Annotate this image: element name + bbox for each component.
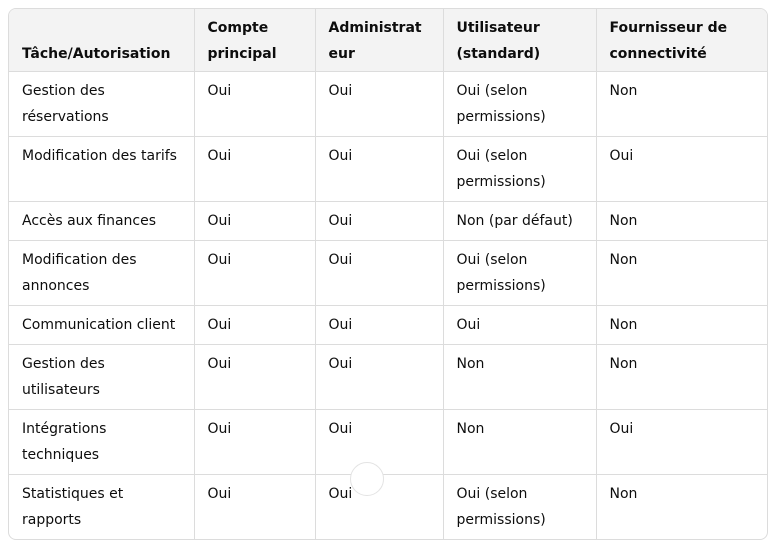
header-row (9, 9, 767, 72)
cell-administrator: Oui (315, 137, 443, 202)
header-task: Tâche/Autorisation (9, 9, 194, 72)
cell-administrator: Oui (315, 410, 443, 475)
cell-task: Gestion des réservations (9, 72, 194, 137)
table-header (9, 9, 767, 72)
cell-main-account: Oui (194, 202, 315, 241)
header-connectivity-provider: Fournisseur de connectivité (596, 9, 767, 72)
cell-standard-user: Oui (selon permissions) (443, 241, 596, 306)
cell-connectivity-provider: Non (596, 241, 767, 306)
cell-standard-user: Oui (selon permissions) (443, 72, 596, 137)
cell-main-account: Oui (194, 410, 315, 475)
cell-standard-user: Non (443, 410, 596, 475)
header-main-account: Compte principal (194, 9, 315, 72)
cell-standard-user: Oui (selon permissions) (443, 137, 596, 202)
table-row (9, 202, 767, 241)
cell-main-account: Oui (194, 72, 315, 137)
cell-task: Statistiques et rapports (9, 475, 194, 540)
cell-connectivity-provider: Oui (596, 137, 767, 202)
cell-standard-user: Non (par défaut) (443, 202, 596, 241)
table-row (9, 137, 767, 202)
cell-main-account: Oui (194, 306, 315, 345)
cell-standard-user: Oui (selon permissions) (443, 475, 596, 540)
cell-administrator: Oui (315, 72, 443, 137)
cell-connectivity-provider: Non (609, 486, 638, 502)
cell-standard-user: Oui (443, 306, 596, 345)
table-row (9, 475, 767, 540)
cell-task: Accès aux finances (9, 202, 194, 241)
cell-task: Intégrations techniques (9, 410, 194, 475)
cell-connectivity-provider: Non (596, 202, 767, 241)
cell-main-account: Oui (194, 241, 315, 306)
cell-standard-user: Non (443, 345, 596, 410)
cell-task: Communication client (9, 306, 194, 345)
cell-connectivity-provider: Oui (596, 410, 767, 475)
table-row (9, 345, 767, 410)
cell-task: Modification des tarifs (9, 137, 194, 202)
cell-main-account: Oui (194, 345, 315, 410)
scroll-down-button[interactable] (350, 462, 384, 496)
cell-administrator: Oui (315, 306, 443, 345)
cell-connectivity-provider: Non (596, 72, 767, 137)
table-row (9, 410, 767, 475)
cell-task: Gestion des utilisateurs (9, 345, 194, 410)
cell-administrator: Oui (315, 202, 443, 241)
cell-administrator: Oui (315, 345, 443, 410)
table-body (9, 72, 767, 540)
table-row (9, 72, 767, 137)
cell-administrator: Oui (315, 241, 443, 306)
cell-task: Modification des annonces (9, 241, 194, 306)
cell-connectivity-provider: Non (596, 345, 767, 410)
cell-main-account: Oui (194, 475, 315, 540)
permissions-table (9, 9, 767, 539)
permissions-table-container (8, 8, 768, 540)
table-row (9, 306, 767, 345)
header-administrator: Administrateur (315, 9, 443, 72)
header-standard-user: Utilisateur (standard) (443, 9, 596, 72)
cell-administrator: Oui (315, 475, 443, 540)
table-row (9, 241, 767, 306)
cell-main-account: Oui (194, 137, 315, 202)
cell-connectivity-provider: Non (596, 306, 767, 345)
